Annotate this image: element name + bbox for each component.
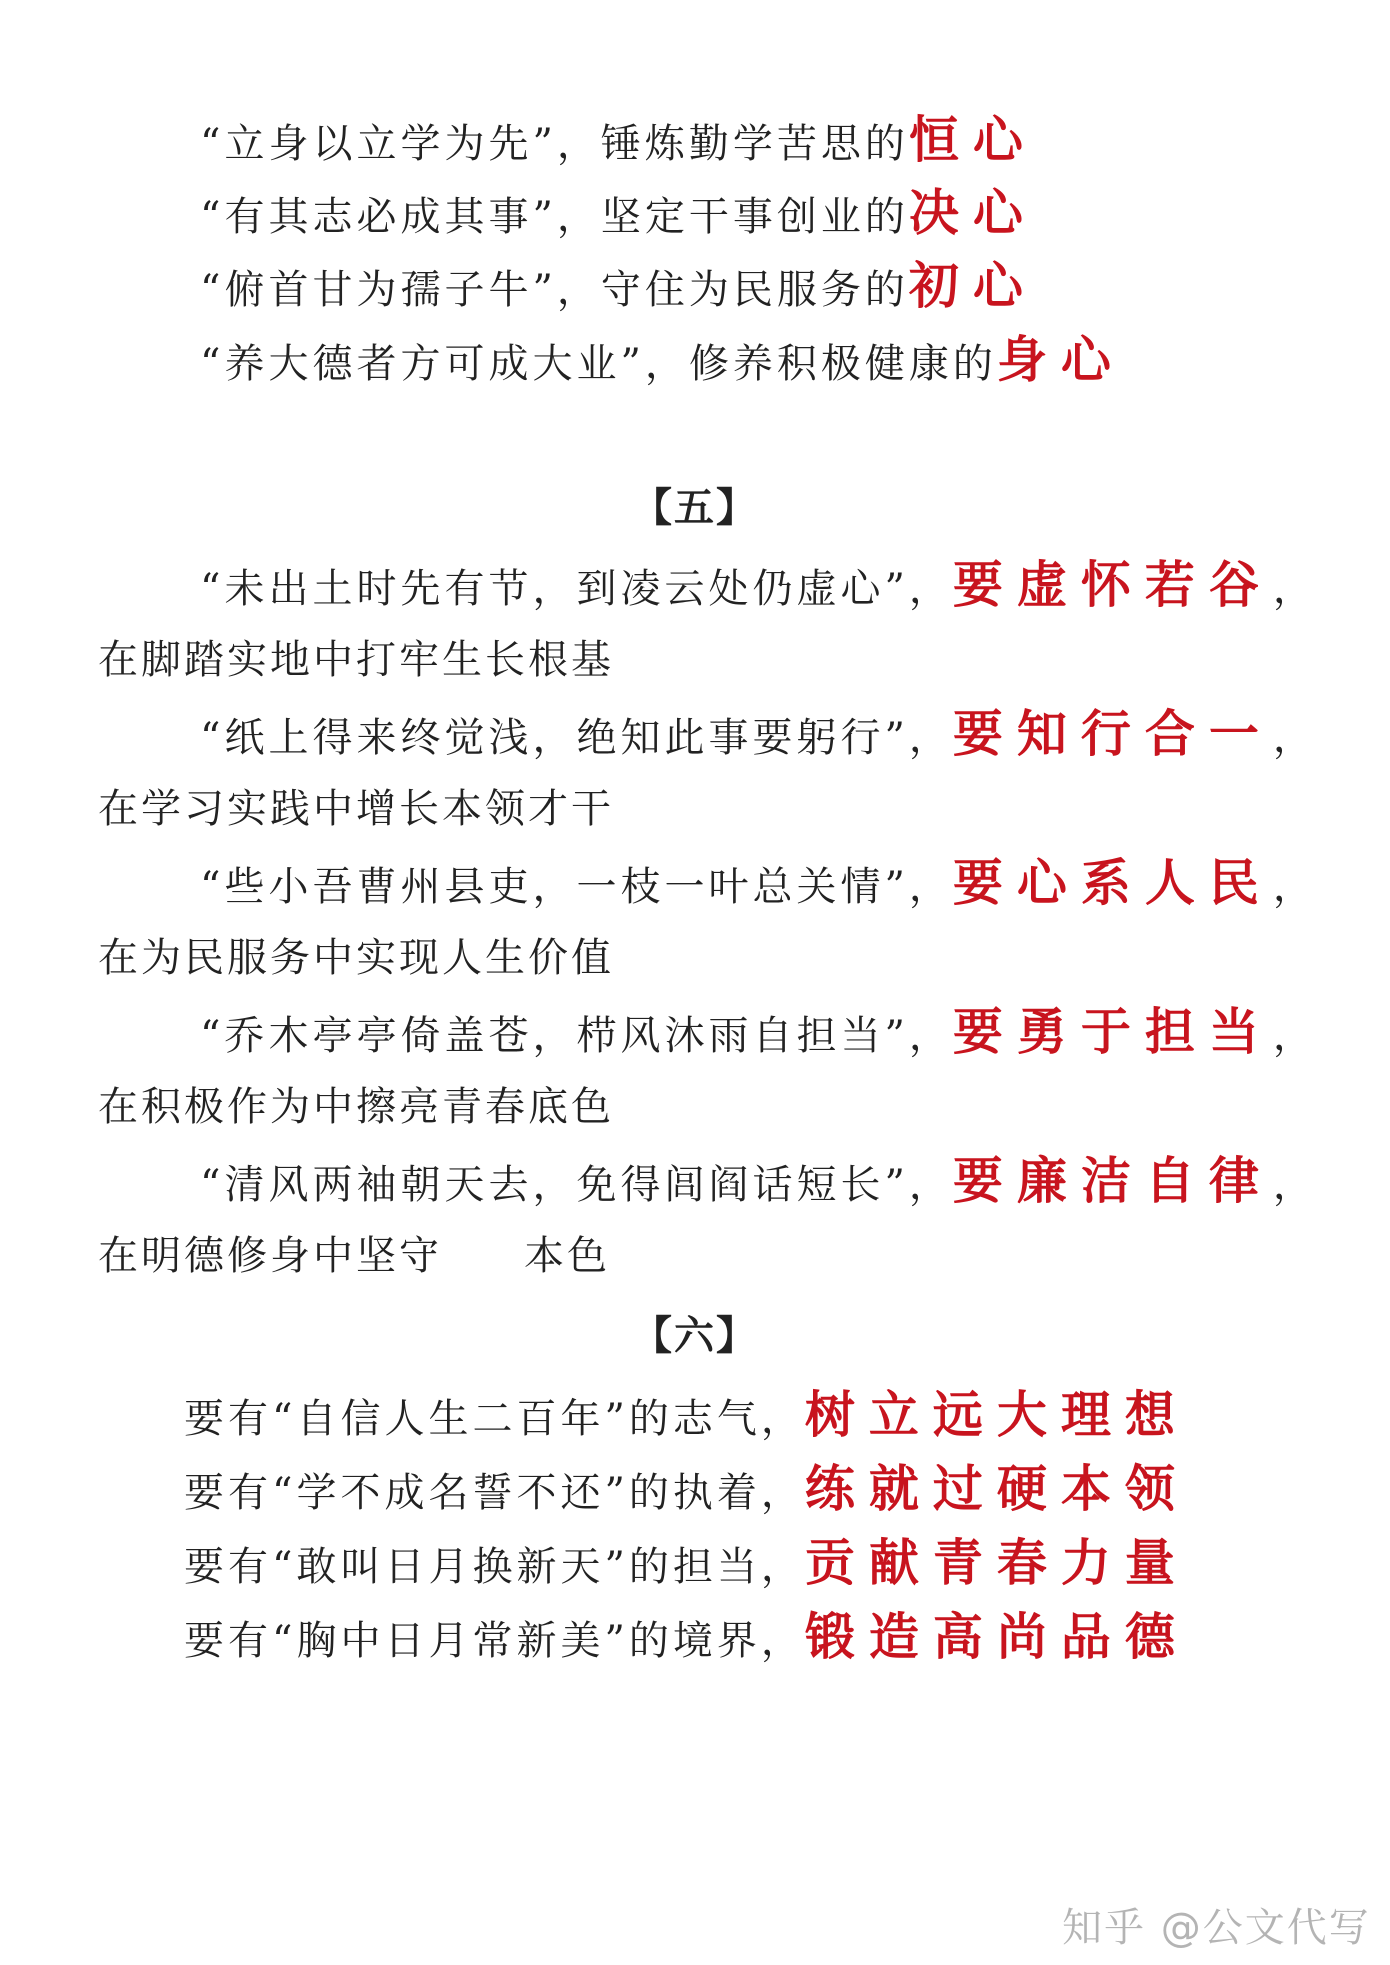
aspiration-line-2 (184, 1459, 1189, 1523)
motto-line-3 (200, 256, 1037, 320)
quote-line-1 (200, 555, 1317, 619)
quote-continuation-3: 在为民服务中实现人生价值 (98, 935, 614, 981)
quote-line-5 (200, 1151, 1317, 1215)
aspiration-text: 要有“胸中日月常新美”的境界， (184, 1618, 805, 1664)
motto-line-1 (200, 110, 1037, 174)
motto-text: “养大德者方可成大业”，修养积极健康的 (200, 341, 997, 387)
motto-line-2 (200, 183, 1037, 247)
quote-text: “些小吾曹州县吏，一枝一叶总关情”， (200, 864, 953, 910)
quote-highlight: 要心系人民 (952, 853, 1273, 912)
quote-continuation-5 (98, 1226, 610, 1286)
quote-punct: ， (1272, 566, 1317, 612)
motto-text: “俯首甘为孺子牛”，守住为民服务的 (200, 267, 909, 313)
motto-highlight: 恒心 (908, 110, 1037, 169)
aspiration-highlight: 练就过硬本领 (804, 1459, 1189, 1518)
motto-highlight: 初心 (908, 256, 1037, 315)
aspiration-highlight: 贡献青春力量 (804, 1533, 1189, 1592)
quote-text: “未出土时先有节，到凌云处仍虚心”， (200, 566, 953, 612)
aspiration-text: 要有“自信人生二百年”的志气， (184, 1396, 805, 1442)
quote-punct: ， (1272, 864, 1317, 910)
continuation-part-b: 本色 (524, 1233, 610, 1279)
section-heading-6: 【六】 (632, 1312, 758, 1359)
quote-line-3 (200, 853, 1317, 917)
quote-punct: ， (1272, 715, 1317, 761)
quote-continuation-4: 在积极作为中擦亮青春底色 (98, 1084, 614, 1130)
quote-punct: ， (1272, 1162, 1317, 1208)
continuation-part-a: 在明德修身中坚守 (98, 1233, 442, 1279)
motto-text: “立身以立学为先”，锤炼勤学苦思的 (200, 121, 909, 167)
quote-punct: ， (1272, 1013, 1317, 1059)
quote-highlight: 要勇于担当 (952, 1002, 1273, 1061)
watermark: 知乎 @公文代写 (1062, 1905, 1371, 1951)
motto-highlight: 身心 (996, 330, 1125, 389)
aspiration-highlight: 锻造高尚品德 (804, 1607, 1189, 1666)
aspiration-highlight: 树立远大理想 (804, 1385, 1189, 1444)
quote-highlight: 要知行合一 (952, 704, 1273, 763)
quote-continuation-1: 在脚踏实地中打牢生长根基 (98, 637, 614, 683)
motto-highlight: 决心 (908, 183, 1037, 242)
quote-highlight: 要廉洁自律 (952, 1151, 1273, 1210)
aspiration-text: 要有“敢叫日月换新天”的担当， (184, 1544, 805, 1590)
quote-text: “乔木亭亭倚盖苍，栉风沐雨自担当”， (200, 1013, 953, 1059)
quote-line-2 (200, 704, 1317, 768)
aspiration-line-4 (184, 1607, 1189, 1671)
motto-line-4 (200, 330, 1125, 394)
motto-text: “有其志必成其事”，坚定干事创业的 (200, 194, 909, 240)
aspiration-line-1 (184, 1385, 1189, 1449)
quote-text: “纸上得来终觉浅，绝知此事要躬行”， (200, 715, 953, 761)
quote-line-4 (200, 1002, 1317, 1066)
aspiration-text: 要有“学不成名誓不还”的执着， (184, 1470, 805, 1516)
quote-highlight: 要虚怀若谷 (952, 555, 1273, 614)
quote-continuation-2: 在学习实践中增长本领才干 (98, 786, 614, 832)
aspiration-line-3 (184, 1533, 1189, 1597)
quote-text: “清风两袖朝天去，免得闾阎话短长”， (200, 1162, 953, 1208)
section-heading-5: 【五】 (632, 484, 758, 531)
